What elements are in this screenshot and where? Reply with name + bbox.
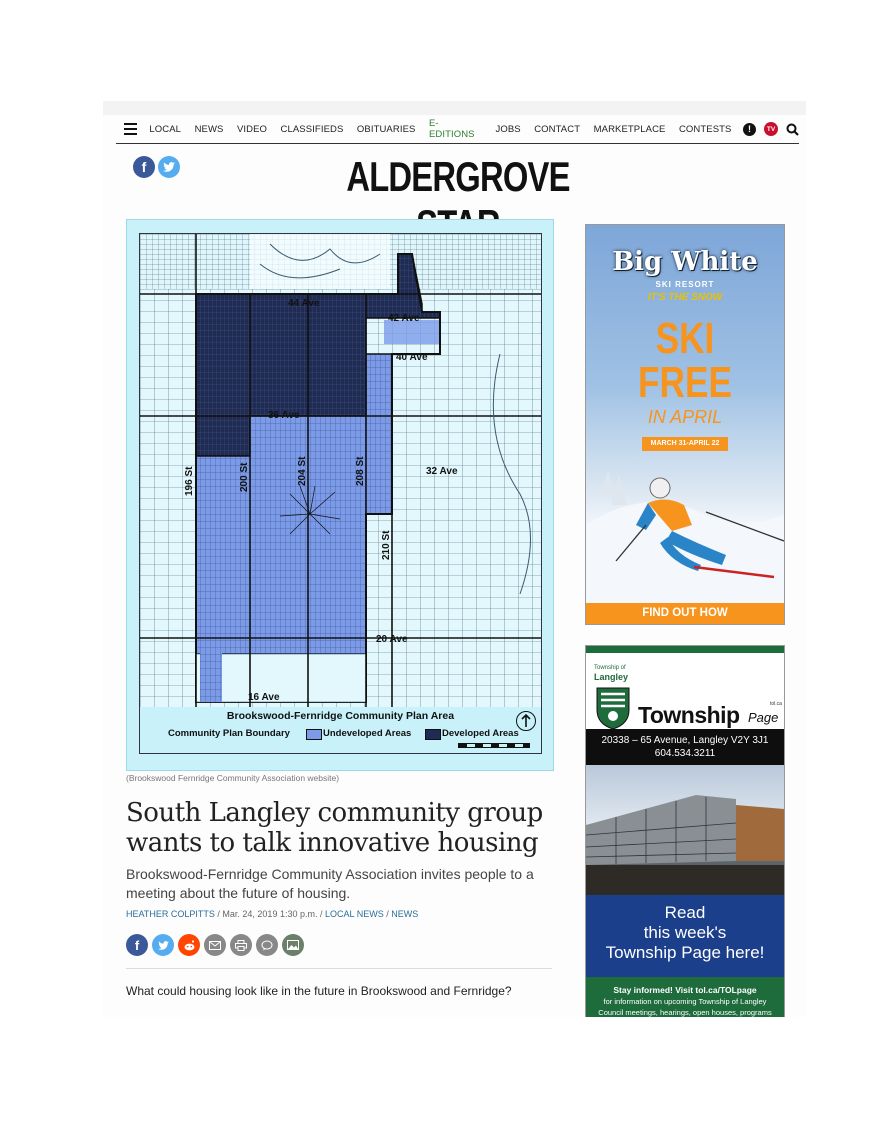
author-link[interactable]: HEATHER COLPITTS xyxy=(126,909,215,919)
township-info-panel xyxy=(586,977,784,1017)
map-label-196st: 196 St xyxy=(184,466,195,496)
township-phone: 604.534.3211 xyxy=(654,748,716,759)
legend-undeveloped-swatch xyxy=(306,729,322,740)
bigwhite-subtitle: SKI RESORT xyxy=(655,280,715,289)
legend-developed: Developed Areas xyxy=(442,728,519,739)
nav-video[interactable]: VIDEO xyxy=(236,123,268,135)
article-deck: Brookswood-Fernridge Community Association invites people to a meeting about the future of housing. xyxy=(126,866,534,901)
township-address: 20338 – 65 Avenue, Langley V2Y 3J1 xyxy=(601,735,769,746)
print-icon[interactable] xyxy=(230,934,252,956)
alert-icon[interactable]: ! xyxy=(743,123,756,136)
township-small1: Township of xyxy=(594,665,626,671)
map-label-200st: 200 St xyxy=(239,462,250,492)
map-svg xyxy=(140,234,541,708)
map-label-36ave: 36 Ave xyxy=(268,410,300,421)
comment-icon[interactable] xyxy=(256,934,278,956)
legend-boundary: Community Plan Boundary xyxy=(168,728,290,739)
nav-jobs[interactable]: JOBS xyxy=(495,123,521,135)
site-masthead[interactable]: ALDERGROVE xyxy=(346,153,570,200)
nav-contact[interactable]: CONTACT xyxy=(534,123,581,135)
category-local-news[interactable]: LOCAL NEWS xyxy=(325,909,384,919)
nav-local[interactable]: LOCAL xyxy=(149,123,182,135)
facebook-icon[interactable]: f xyxy=(126,934,148,956)
article-byline xyxy=(126,909,418,919)
map-label-40ave: 40 Ave xyxy=(396,352,428,363)
bigwhite-tagline: IT'S THE SNOW xyxy=(647,292,723,303)
byline-sep: / xyxy=(319,909,323,919)
nav-news[interactable]: NEWS xyxy=(194,123,224,135)
township-title: Township xyxy=(638,702,740,728)
image-caption: (Brookswood Fernridge Community Association website) xyxy=(126,773,340,783)
township-read1: Read xyxy=(664,903,706,922)
twitter-icon[interactable] xyxy=(152,934,174,956)
gallery-icon[interactable] xyxy=(282,934,304,956)
nav-e-editions[interactable]: E-EDITIONS xyxy=(428,118,475,140)
township-small2: Langley xyxy=(594,672,629,682)
top-strip xyxy=(103,101,806,115)
twitter-icon[interactable] xyxy=(158,156,180,178)
map-label-210st: 210 St xyxy=(381,530,392,560)
article-map-image xyxy=(126,219,554,771)
search-icon[interactable] xyxy=(786,123,799,136)
ad-township[interactable] xyxy=(585,645,785,1017)
nav-marketplace[interactable]: MARKETPLACE xyxy=(593,123,666,135)
ad-free-text: FREE xyxy=(638,358,732,407)
nav-obituaries[interactable]: OBITUARIES xyxy=(356,123,416,135)
facebook-icon[interactable]: f xyxy=(133,156,155,178)
tv-icon[interactable]: TV xyxy=(764,122,778,136)
page xyxy=(103,101,806,1017)
ad-ski-text: SKI xyxy=(655,314,715,363)
legend-undeveloped: Undeveloped Areas xyxy=(323,728,412,739)
category-news[interactable]: NEWS xyxy=(391,909,419,919)
township-crest-icon xyxy=(595,686,631,730)
nav-contests[interactable]: CONTESTS xyxy=(678,123,732,135)
article-date: Mar. 24, 2019 1:30 p.m. xyxy=(222,909,318,919)
township-page-word: Page xyxy=(748,710,779,725)
byline-sep: / xyxy=(386,909,389,919)
scale-bar xyxy=(458,743,530,748)
township-read-panel xyxy=(586,895,784,977)
north-arrow-icon xyxy=(516,711,536,731)
bigwhite-logo: Big White xyxy=(612,247,758,277)
township-info2: Council meetings, hearings, open houses, programs xyxy=(598,1008,772,1017)
map-legend xyxy=(139,707,542,754)
ad-bigwhite[interactable] xyxy=(585,224,785,625)
map-label-42ave: 42 Ave xyxy=(388,313,420,324)
social-top xyxy=(133,156,180,178)
township-address-bar xyxy=(586,729,784,765)
map-label-16ave: 16 Ave xyxy=(248,692,280,703)
township-info1: for information on upcoming Township of Langley xyxy=(603,997,767,1006)
township-topbar xyxy=(586,646,784,653)
map-label-208st: 208 St xyxy=(355,456,366,486)
hamburger-icon[interactable] xyxy=(124,123,137,135)
map-label-32ave: 32 Ave xyxy=(426,466,458,477)
main-nav xyxy=(116,115,799,144)
nav-classifieds[interactable]: CLASSIFIEDS xyxy=(280,123,344,135)
reddit-icon[interactable] xyxy=(178,934,200,956)
map-label-204st: 204 St xyxy=(297,456,308,486)
map-canvas xyxy=(139,233,542,709)
ad-dates-badge: MARCH 31-APRIL 22 xyxy=(642,437,728,451)
map-label-20ave: 20 Ave xyxy=(376,634,408,645)
byline-sep: / xyxy=(217,909,220,919)
township-building-photo xyxy=(586,765,784,895)
article-first-paragraph: What could housing look like in the future in Brookswood and Fernridge? xyxy=(126,984,512,998)
article-headline: South Langley community group wants to talk innovative housing xyxy=(126,798,543,858)
share-bar xyxy=(126,934,304,956)
ad-cta-button[interactable]: FIND OUT HOW xyxy=(586,603,784,624)
legend-developed-swatch xyxy=(425,729,441,740)
map-legend-title: Brookswood-Fernridge Community Plan Area xyxy=(226,710,455,722)
ad-april-text: IN APRIL xyxy=(647,407,723,427)
email-icon[interactable] xyxy=(204,934,226,956)
township-url-small: tol.ca xyxy=(770,701,782,707)
township-read3: Township Page here! xyxy=(605,943,765,962)
divider xyxy=(126,968,552,969)
map-label-44ave: 44 Ave xyxy=(288,298,320,309)
township-read2: this week's xyxy=(643,923,727,942)
township-stay: Stay informed! Visit tol.ca/TOLpage xyxy=(613,985,757,995)
